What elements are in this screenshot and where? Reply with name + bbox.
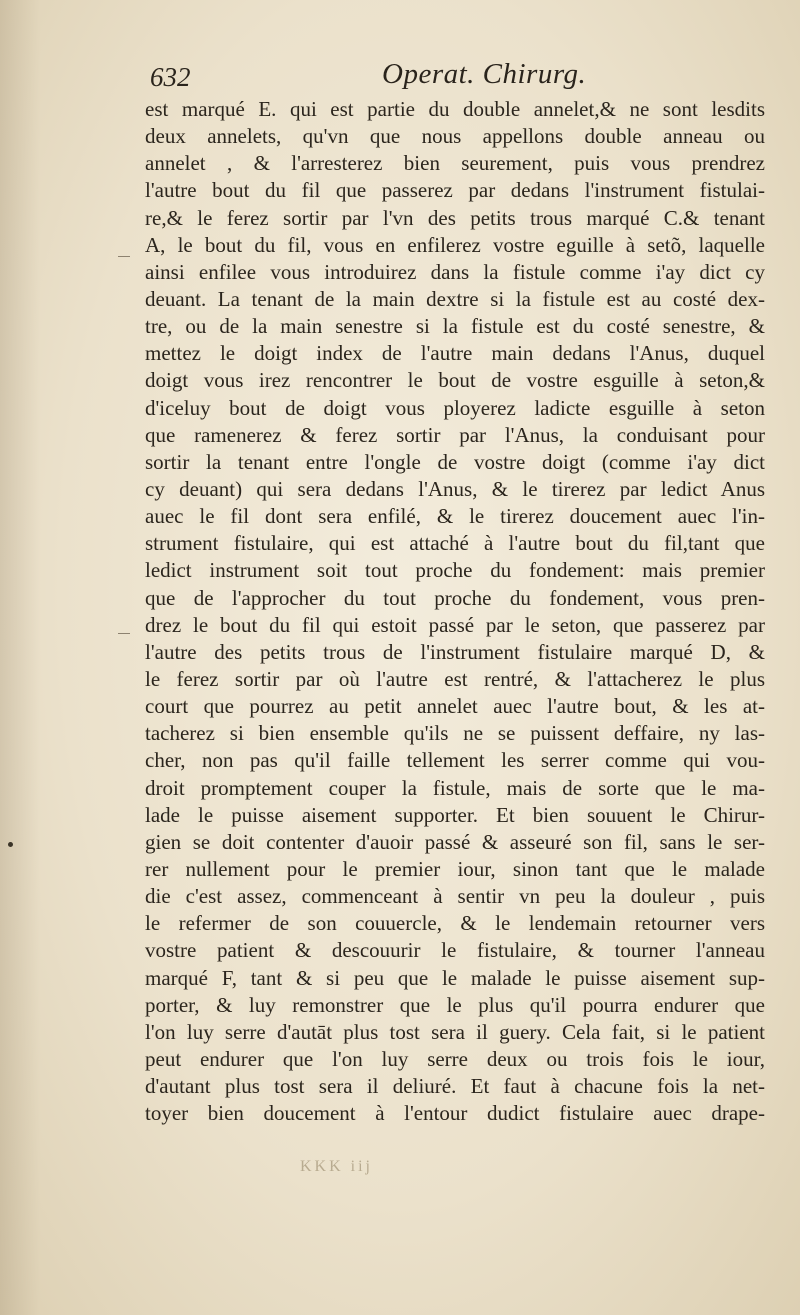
text-line: doigt vous irez rencontrer le bout de vostre esguille à seton,&: [145, 368, 765, 393]
text-line: re,& le ferez sortir par l'vn des petits trous marqué C.& tenant: [145, 205, 765, 230]
page-header: [150, 58, 780, 98]
text-line: est marqué E. qui est partie du double annelet,& ne sont lesdits: [145, 97, 765, 121]
text-line: deux annelets, qu'vn que nous appellons double anneau ou: [145, 124, 765, 149]
text-line: marqué F, tant & si peu que le malade le puisse aisement sup-: [145, 965, 765, 990]
text-line: vostre patient & descouurir le fistulaire, & tourner l'anneau: [145, 938, 765, 963]
gutter-shadow: [0, 0, 40, 1315]
text-line: mettez le doigt index de l'autre main dedans l'Anus, duquel: [145, 341, 765, 366]
text-line: tre, ou de la main senestre si la fistule est du costé senestre, &: [145, 314, 765, 339]
text-line: l'autre des petits trous de l'instrument fistulaire marqué D, &: [145, 639, 765, 664]
text-line: l'on luy serre d'autāt plus tost sera il guery. Cela fait, si le patient: [145, 1019, 765, 1044]
text-line: peut endurer que l'on luy serre deux ou trois fois le iour,: [145, 1046, 765, 1071]
text-line: que ramenerez & ferez sortir par l'Anus, la conduisant pour: [145, 422, 765, 447]
text-line: sortir la tenant entre l'ongle de vostre doigt (comme i'ay dict: [145, 449, 765, 474]
text-line: d'autant plus tost sera il deliuré. Et faut à chacune fois la net-: [145, 1074, 765, 1099]
text-line: die c'est assez, commenceant à sentir vn peu la douleur , puis: [145, 884, 765, 909]
text-line: court que pourrez au petit annelet auec l'autre bout, & les at-: [145, 694, 765, 719]
text-line: deuant. La tenant de la main dextre si la fistule est au costé dex-: [145, 286, 765, 311]
text-line: droit promptement couper la fistule, mais de sorte que le ma-: [145, 775, 765, 800]
page-number: 632: [150, 62, 191, 92]
text-line: annelet , & l'arresterez bien seurement, puis vous prendrez: [145, 151, 765, 176]
text-line: toyer bien doucement à l'entour dudict fistulaire auec drape-: [145, 1101, 765, 1126]
running-head: Operat. Chirurg.: [382, 58, 587, 90]
text-line: gien se doit contenter d'auoir passé & asseuré son fil, sans le ser-: [145, 829, 765, 854]
text-line: le ferez sortir par où l'autre est rentré, & l'attacherez le plus: [145, 666, 765, 691]
text-line: auec le fil dont sera enfilé, & le tirerez doucement auec l'in-: [145, 504, 765, 529]
text-line: ainsi enfilee vous introduirez dans la fistule comme i'ay dict cy: [145, 259, 765, 284]
text-line: d'iceluy bout de doigt vous ployerez ladicte esguille à seton: [145, 395, 765, 420]
text-line: le refermer de son couuercle, & le lendemain retourner vers: [145, 911, 765, 936]
signature-mark: KKK iij: [300, 1158, 373, 1175]
text-line: rer nullement pour le premier iour, sinon tant que le malade: [145, 856, 765, 881]
text-line: l'autre bout du fil que passerez par dedans l'instrument fistulai-: [145, 178, 765, 203]
ink-spot: [8, 842, 13, 847]
text-line: strument fistulaire, qui est attaché à l'autre bout du fil,tant que: [145, 531, 765, 556]
text-line: porter, & luy remonstrer que le plus qu'il pourra endurer que: [145, 992, 765, 1017]
text-line: cy deuant) qui sera dedans l'Anus, & le tirerez par ledict Anus: [145, 476, 765, 501]
text-line: ledict instrument soit tout proche du fondement: mais premier: [145, 558, 765, 583]
text-line: tacherez si bien ensemble qu'ils ne se puissent deffaire, ny las-: [145, 721, 765, 746]
text-line: cher, non pas qu'il faille tellement les serrer comme qui vou-: [145, 748, 765, 773]
margin-mark: [118, 256, 130, 257]
text-line: drez le bout du fil qui estoit passé par le seton, que passerez par: [145, 612, 765, 637]
text-line: A, le bout du fil, vous en enfilerez vostre eguille à setõ, laquelle: [145, 232, 765, 257]
margin-mark: [118, 633, 130, 634]
text-line: lade le puisse aisement supporter. Et bien souuent le Chirur-: [145, 802, 765, 827]
text-line: que de l'approcher du tout proche du fondement, vous pren-: [145, 585, 765, 610]
body-text: [145, 96, 765, 1127]
